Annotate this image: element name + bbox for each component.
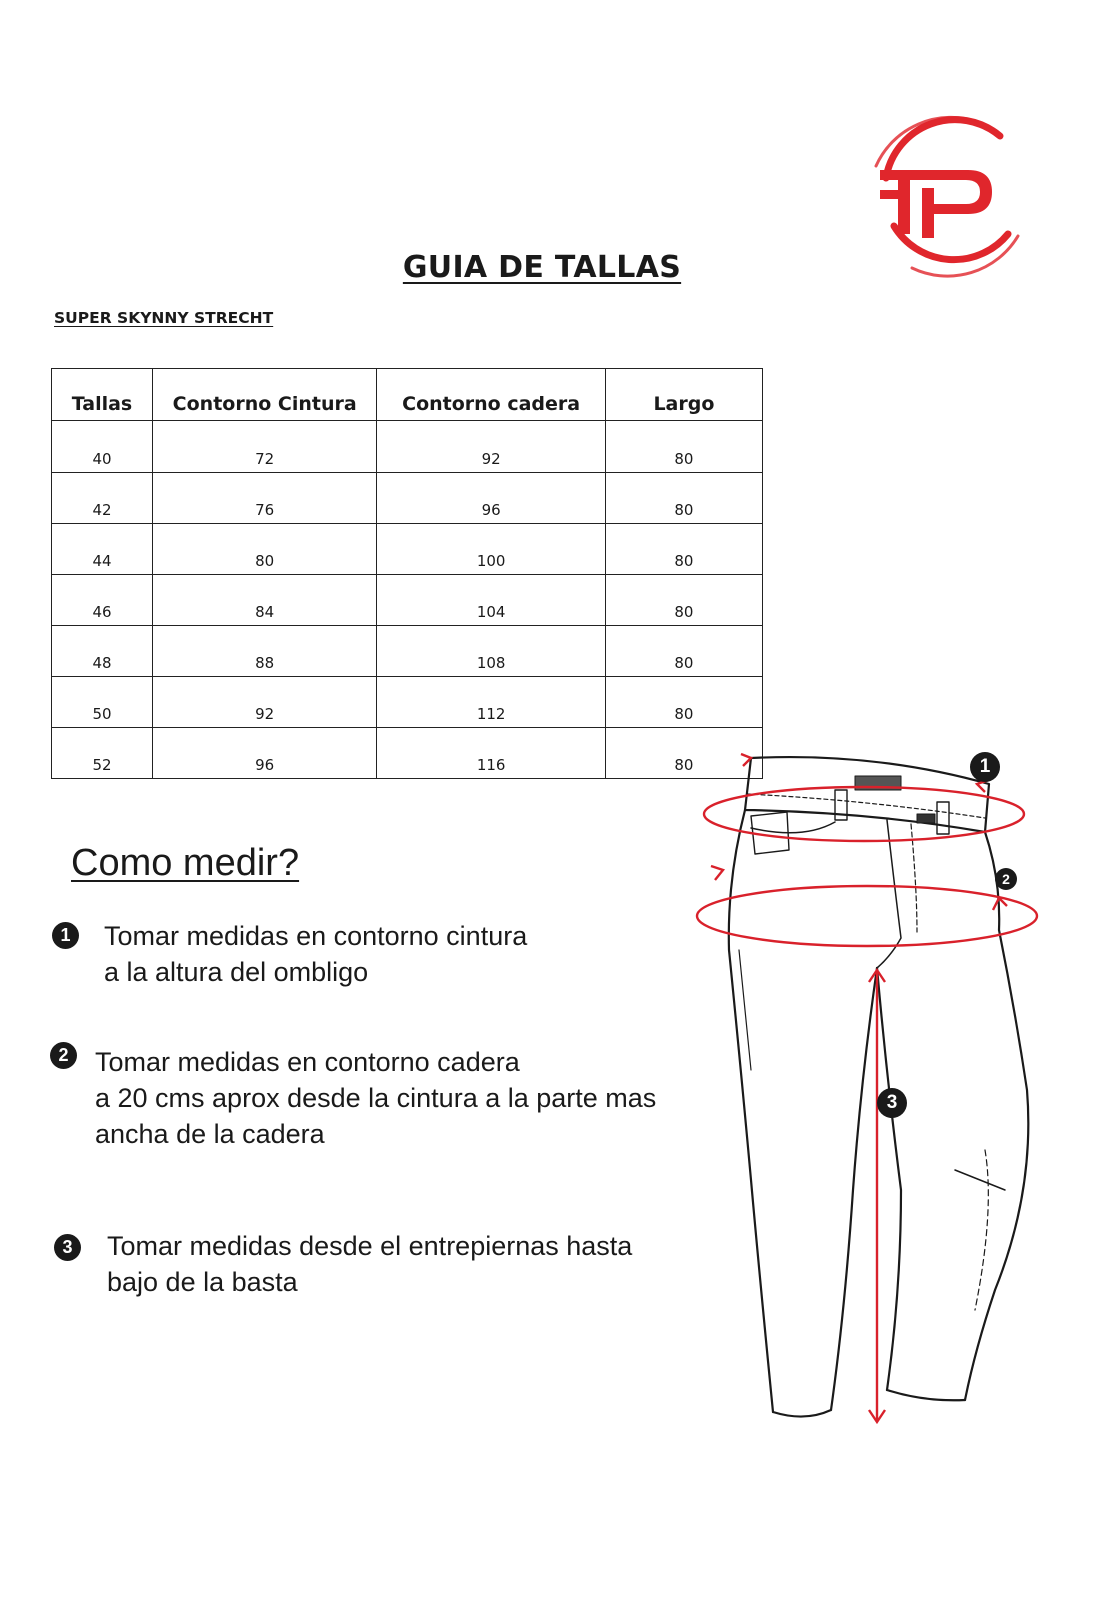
product-subtitle: SUPER SKYNNY STRECHT (54, 309, 274, 327)
table-cell: 100 (377, 524, 605, 575)
step-1 (52, 918, 527, 990)
table-cell: 46 (52, 575, 153, 626)
table-cell: 116 (377, 728, 605, 779)
table-cell: 108 (377, 626, 605, 677)
table-cell: 80 (152, 524, 376, 575)
table-cell: 92 (152, 677, 376, 728)
step-number-2: 2 (50, 1042, 77, 1069)
step-text: Tomar medidas desde el entrepiernas hasta (107, 1231, 633, 1261)
table-cell: 50 (52, 677, 153, 728)
step-text: a la altura del ombligo (104, 957, 369, 987)
table-cell: 88 (152, 626, 376, 677)
table-cell: 80 (605, 473, 762, 524)
column-header-largo: Largo (605, 369, 762, 421)
table-cell: 84 (152, 575, 376, 626)
table-cell: 42 (52, 473, 153, 524)
pants-measurement-icon (655, 750, 1075, 1440)
table-row (52, 677, 763, 728)
step-2 (50, 1044, 656, 1152)
diagram-marker-1: 1 (970, 752, 1000, 782)
table-cell: 72 (152, 421, 376, 473)
table-cell: 52 (52, 728, 153, 779)
table-cell: 104 (377, 575, 605, 626)
table-cell: 48 (52, 626, 153, 677)
step-text: Tomar medidas en contorno cadera (95, 1047, 520, 1077)
table-row (52, 575, 763, 626)
table-cell: 80 (605, 728, 762, 779)
pants-measurement-diagram (655, 750, 1075, 1440)
table-cell: 80 (605, 677, 762, 728)
table-cell: 76 (152, 473, 376, 524)
table-row (52, 473, 763, 524)
table-cell: 44 (52, 524, 153, 575)
column-header-contorno-cadera: Contorno cadera (377, 369, 605, 421)
table-cell: 112 (377, 677, 605, 728)
step-3 (54, 1228, 632, 1300)
table-cell: 80 (605, 524, 762, 575)
column-header-contorno-cintura: Contorno Cintura (152, 369, 376, 421)
table-cell: 92 (377, 421, 605, 473)
step-text: bajo de la basta (107, 1267, 298, 1297)
table-row (52, 524, 763, 575)
step-text: Tomar medidas en contorno cintura (104, 921, 528, 951)
diagram-marker-3: 3 (877, 1088, 907, 1118)
table-cell: 96 (152, 728, 376, 779)
table-cell: 80 (605, 626, 762, 677)
table-cell: 40 (52, 421, 153, 473)
step-number-3: 3 (54, 1234, 81, 1261)
how-to-title: Como medir? (71, 842, 300, 884)
diagram-marker-2: 2 (995, 868, 1017, 890)
column-header-tallas: Tallas (52, 369, 153, 421)
table-cell: 80 (605, 421, 762, 473)
table-header-row (52, 369, 763, 421)
table-row (52, 626, 763, 677)
step-text: ancha de la cadera (95, 1119, 325, 1149)
step-number-1: 1 (52, 922, 79, 949)
table-cell: 80 (605, 575, 762, 626)
size-table (51, 368, 763, 779)
table-cell: 96 (377, 473, 605, 524)
page-title: GUIA DE TALLAS (402, 250, 682, 285)
step-text: a 20 cms aprox desde la cintura a la parte mas (95, 1083, 657, 1113)
table-row (52, 421, 763, 473)
